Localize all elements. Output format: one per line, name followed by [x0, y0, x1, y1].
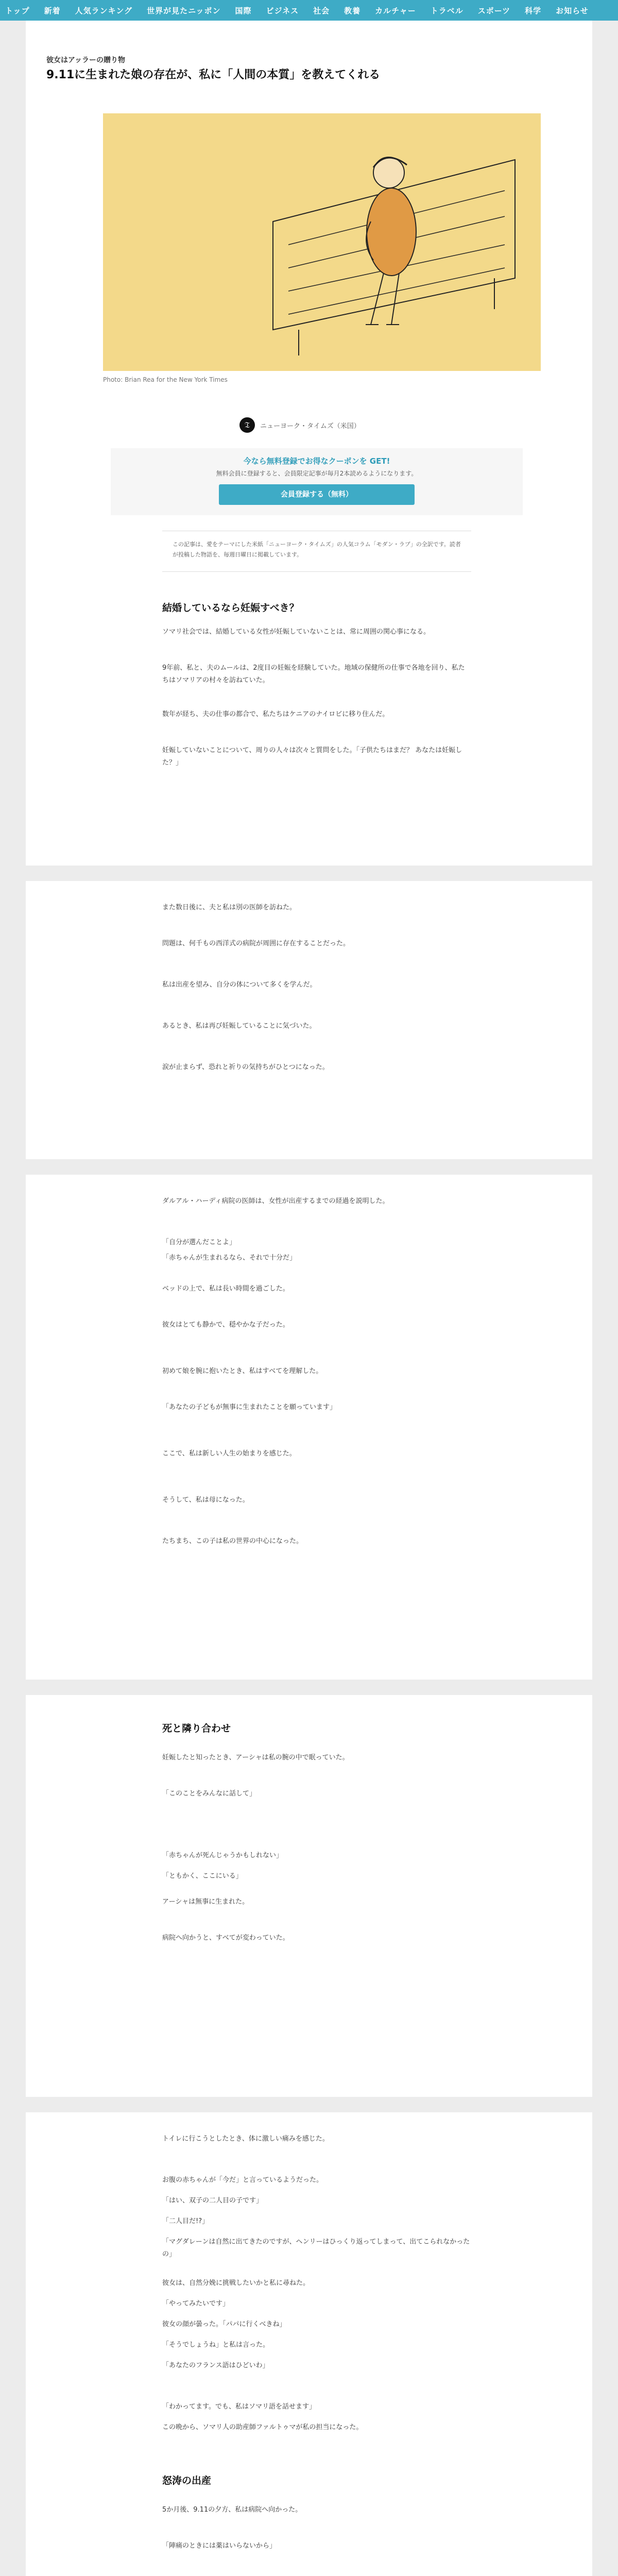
paragraph: 「そうでしょうね」と私は言った。	[162, 2341, 270, 2349]
article-card-intro	[26, 21, 592, 866]
paragraph: 妊娠したと知ったとき、アーシャは私の腕の中で眠っていた。	[162, 1754, 349, 1761]
paragraph: この晩から、ソマリ人の助産師ファルトゥマが私の担当になった。	[162, 2424, 363, 2431]
section-heading: 怒涛の出産	[162, 2475, 212, 2486]
paragraph: アーシャは無事に生まれた。	[162, 1898, 249, 1906]
paragraph: 「ともかく、ここにいる」	[162, 1872, 243, 1880]
paragraph: 彼女はとても静かで、穏やかな子だった。	[162, 1321, 289, 1329]
nav-item-sports[interactable]: スポーツ	[477, 6, 511, 15]
nav-item-society[interactable]: 社会	[313, 6, 330, 15]
paragraph: 問題は、何千もの西洋式の病院が周囲に存在することだった。	[162, 940, 350, 947]
nav-item-business[interactable]: ビジネス	[266, 6, 299, 15]
paragraph: また数日後に、夫と私は別の医師を訪ねた。	[162, 904, 297, 911]
source-name[interactable]: ニューヨーク・タイムズ（米国）	[260, 422, 360, 430]
top-navigation	[0, 0, 618, 21]
paragraph: 初めて娘を腕に抱いたとき、私はすべてを理解した。	[162, 1367, 323, 1375]
article-title: 9.11に生まれた娘の存在が、私に「人間の本質」を教えてくれる	[46, 69, 381, 81]
paragraph: 「二人目だ!?」	[162, 2217, 209, 2225]
promo-title: 今なら無料登録でお得なクーポンを GET!	[243, 456, 390, 466]
paragraph: 「あなたの子どもが無事に生まれたことを願っています」	[162, 1403, 337, 1411]
paragraph: お腹の赤ちゃんが「今だ」と言っているようだった。	[162, 2176, 323, 2184]
paragraph: 彼女は、自然分娩に挑戦したいかと私に尋ねた。	[162, 2279, 310, 2287]
nav-item-international[interactable]: 国際	[235, 6, 252, 15]
nav-item-travel[interactable]: トラベル	[430, 6, 464, 15]
paragraph: 数年が経ち、夫の仕事の都合で、私たちはケニアのナイロビに移り住んだ。	[162, 710, 389, 718]
paragraph: 妊娠していないことについて、周りの人々は次々と質問をした。「子供たちはまだ？ あなたは妊娠した？」	[162, 747, 462, 767]
promo-subtitle: 無料会員に登録すると、会員限定記事が毎月2本読めるようになります。	[216, 470, 418, 477]
paragraph: ダルアル・ハーディ病院の医師は、女性が出産するまでの経過を説明した。	[162, 1197, 389, 1205]
nav-item-japan[interactable]: 世界が見たニッポン	[147, 6, 221, 15]
paragraph: 「わかってます。でも、私はソマリ語を話せます」	[162, 2403, 316, 2411]
paragraph: 「陣痛のときには薬はいらないから」	[162, 2542, 277, 2550]
nav-item-culture[interactable]: カルチャー	[375, 6, 416, 15]
paragraph: 病院へ向かうと、すべてが変わっていた。	[162, 1934, 289, 1942]
nav-item-culture-edu[interactable]: 教養	[344, 6, 361, 15]
photo-credit: Photo: Brian Rea for the New York Times	[103, 376, 228, 383]
paragraph: あるとき、私は再び妊娠していることに気づいた。	[162, 1022, 316, 1030]
paragraph: トイレに行こうとしたとき、体に激しい痛みを感じた。	[162, 2135, 329, 2143]
signup-button[interactable]: 会員登録する（無料）	[219, 484, 415, 505]
paragraph: 5か月後、9.11の夕方、私は病院へ向かった。	[162, 2506, 302, 2514]
hero-illustration	[103, 113, 541, 371]
woman-on-bench-illustration	[103, 113, 541, 371]
paragraph: 「このことをみんなに話して」	[162, 1790, 256, 1798]
nav-item-science[interactable]: 科学	[525, 6, 542, 15]
paragraph: 「赤ちゃんが生まれるなら、それで十分だ」	[162, 1254, 297, 1262]
article-note: この記事は、愛をテーマにした米紙「ニューヨーク・タイムズ」の人気コラム「モダン・ラブ」の全訳です。読者が投稿した物語を、毎週日曜日に掲載しています。	[162, 531, 471, 572]
paragraph: 「はい、双子の二人目の子です」	[162, 2197, 263, 2205]
source-row	[239, 417, 394, 433]
paragraph: 涙が止まらず、恐れと祈りの気持ちがひとつになった。	[162, 1063, 329, 1071]
nav-item-ranking[interactable]: 人気ランキング	[75, 6, 133, 15]
paragraph: そうして、私は母になった。	[162, 1496, 249, 1504]
paragraph: ベッドの上で、私は長い時間を過ごした。	[162, 1285, 289, 1293]
paragraph: ソマリ社会では、結婚している女性が妊娠していないことは、常に周囲の関心事になる。	[162, 628, 431, 636]
article-kicker: 彼女はアッラーの贈り物	[46, 56, 126, 64]
nav-item-new[interactable]: 新着	[44, 6, 61, 15]
nav-item-top[interactable]: トップ	[5, 6, 30, 15]
nav-item-notices[interactable]: お知らせ	[556, 6, 589, 15]
paragraph: 私は出産を望み、自分の体について多くを学んだ。	[162, 981, 317, 989]
article-card-5	[26, 2112, 592, 2576]
paragraph: 9年前、私と、夫のムールは、2度目の妊娠を経験していた。地域の保健所の仕事で各地を回り、私たちはソマリアの村々を訪ねていた。	[162, 664, 465, 684]
paragraph: 彼女の顔が曇った。「パパに行くべきね」	[162, 2320, 286, 2328]
paragraph: 「赤ちゃんが死んじゃうかもしれない」	[162, 1852, 283, 1859]
nyt-logo-icon: 𝔗	[239, 417, 255, 433]
article-card-2	[26, 881, 592, 1159]
paragraph: ここで、私は新しい人生の始まりを感じた。	[162, 1450, 296, 1458]
section-heading: 結婚しているなら妊娠すべき？	[162, 602, 299, 614]
article-card-3	[26, 1175, 592, 1680]
paragraph: 「やってみたいです」	[162, 2300, 230, 2308]
paragraph: たちまち、この子は私の世界の中心になった。	[162, 1537, 303, 1545]
paragraph: 「あなたのフランス語はひどいわ」	[162, 2362, 269, 2369]
paragraph: 「マグダレーンは自然に出てきたのですが、ヘンリーはひっくり返ってしまって、出てこられなかったの」	[162, 2238, 470, 2258]
section-heading: 死と隣り合わせ	[162, 1723, 231, 1734]
signup-promo	[111, 448, 523, 515]
article-card-4	[26, 1695, 592, 2097]
paragraph: 「自分が選んだことよ」	[162, 1239, 236, 1246]
